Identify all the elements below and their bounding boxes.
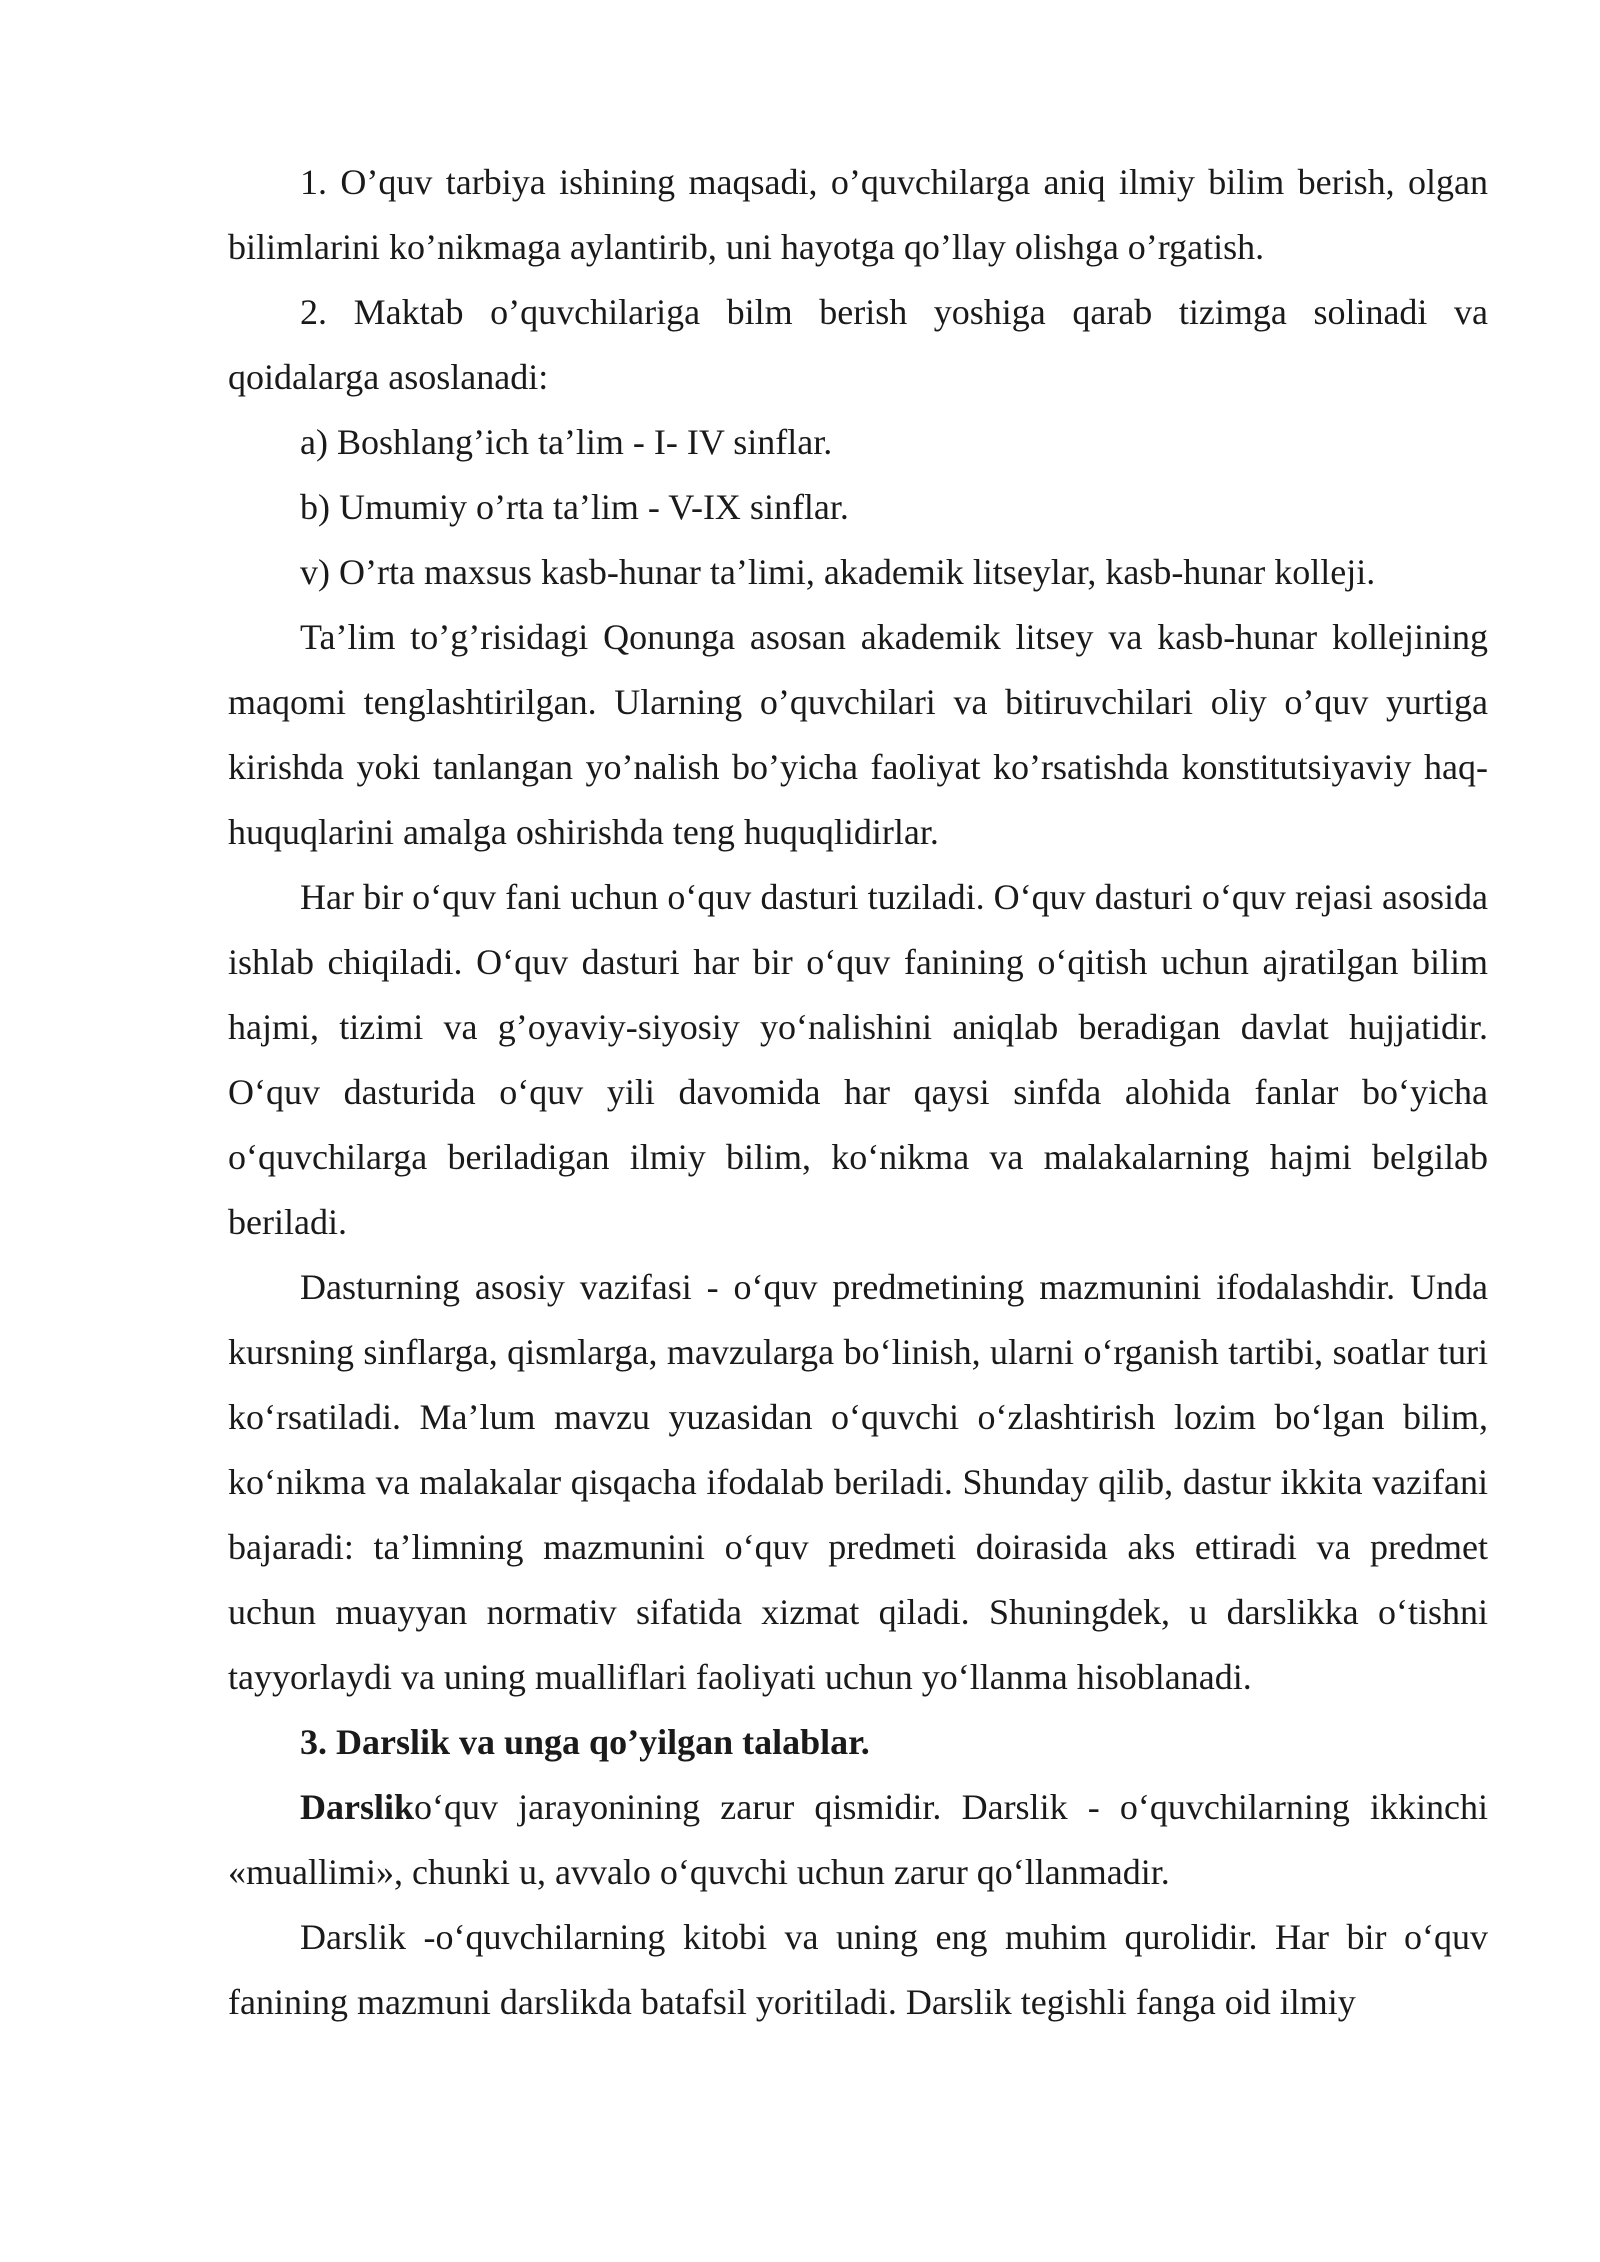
list-item: a) Boshlang’ich ta’lim - I- IV sinflar.: [300, 422, 833, 462]
paragraph-1: 1. O’quv tarbiya ishining maqsadi, o’quvchilarga aniq ilmiy bilim berish, olgan bilimlarini ko’nikmaga aylantirib, uni hayotga qo’llay olishga o’rgatish.: [228, 162, 1488, 267]
list-item: b) Umumiy o’rta ta’lim - V-IX sinflar.: [300, 487, 849, 527]
document-page: [228, 150, 1488, 2035]
paragraph-6: [228, 1775, 1488, 1905]
section-heading: 3. Darslik va unga qo’yilgan talablar.: [300, 1722, 870, 1762]
bold-term: Darslik: [300, 1787, 415, 1827]
paragraph-4: Har bir o‘quv fani uchun o‘quv dasturi tuziladi. O‘quv dasturi o‘quv rejasi asosida ishlab chiqiladi. O‘quv dasturi har bir o‘quv fanining o‘qitish uchun ajratilgan bilim hajmi, tizimi va g’oyaviy-siyosiy yo‘nalishini aniqlab beradigan davlat hujjatidir. O‘quv dasturida o‘quv yili davomida har qaysi sinfda alohida fanlar bo‘yicha o‘quvchilarga beriladigan ilmiy bilim, ko‘nikma va malakalarning hajmi belgilab beriladi.: [228, 877, 1488, 1242]
paragraph-7: Darslik -o‘quvchilarning kitobi va uning eng muhim qurolidir. Har bir o‘quv fanining mazmuni darslikda batafsil yoritiladi. Darslik tegishli fanga oid ilmiy: [228, 1917, 1488, 2022]
paragraph-5: Dasturning asosiy vazifasi - o‘quv predmetining mazmunini ifodalashdir. Unda kursning sinflarga, qismlarga, mavzularga bo‘linish, ularni o‘rganish tartibi, soatlar turi ko‘rsatiladi. Ma’lum mavzu yuzasidan o‘quvchi o‘zlashtirish lozim bo‘lgan bilim, ko‘nikma va malakalar qisqacha ifodalab beriladi. Shunday qilib, dastur ikkita vazifani bajaradi: ta’limning mazmunini o‘quv predmeti doirasida aks ettiradi va predmet uchun muayyan normativ sifatida xizmat qiladi. Shuningdek, u darslikka o‘tishni tayyorlaydi va uning mualliflari faoliyati uchun yo‘llanma hisoblanadi.: [228, 1267, 1488, 1697]
paragraph-2: 2. Maktab o’quvchilariga bilm berish yoshiga qarab tizimga solinadi va qoidalarga asoslanadi:: [228, 292, 1488, 397]
paragraph-6-text: o‘quv jarayonining zarur qismidir. Darslik - o‘quvchilarning ikkinchi «muallimi», chunki u, avvalo o‘quvchi uchun zarur qo‘llanmadir.: [228, 1787, 1488, 1892]
list-item: v) O’rta maxsus kasb-hunar ta’limi, akademik litseylar, kasb-hunar kolleji.: [300, 552, 1376, 592]
paragraph-3: Ta’lim to’g’risidagi Qonunga asosan akademik litsey va kasb-hunar kollejining maqomi tenglashtirilgan. Ularning o’quvchilari va bitiruvchilari oliy o’quv yurtiga kirishda yoki tanlangan yo’nalish bo’yicha faoliyat ko’rsatishda konstitutsiyaviy haq-huquqlarini amalga oshirishda teng huquqlidirlar.: [228, 617, 1488, 852]
